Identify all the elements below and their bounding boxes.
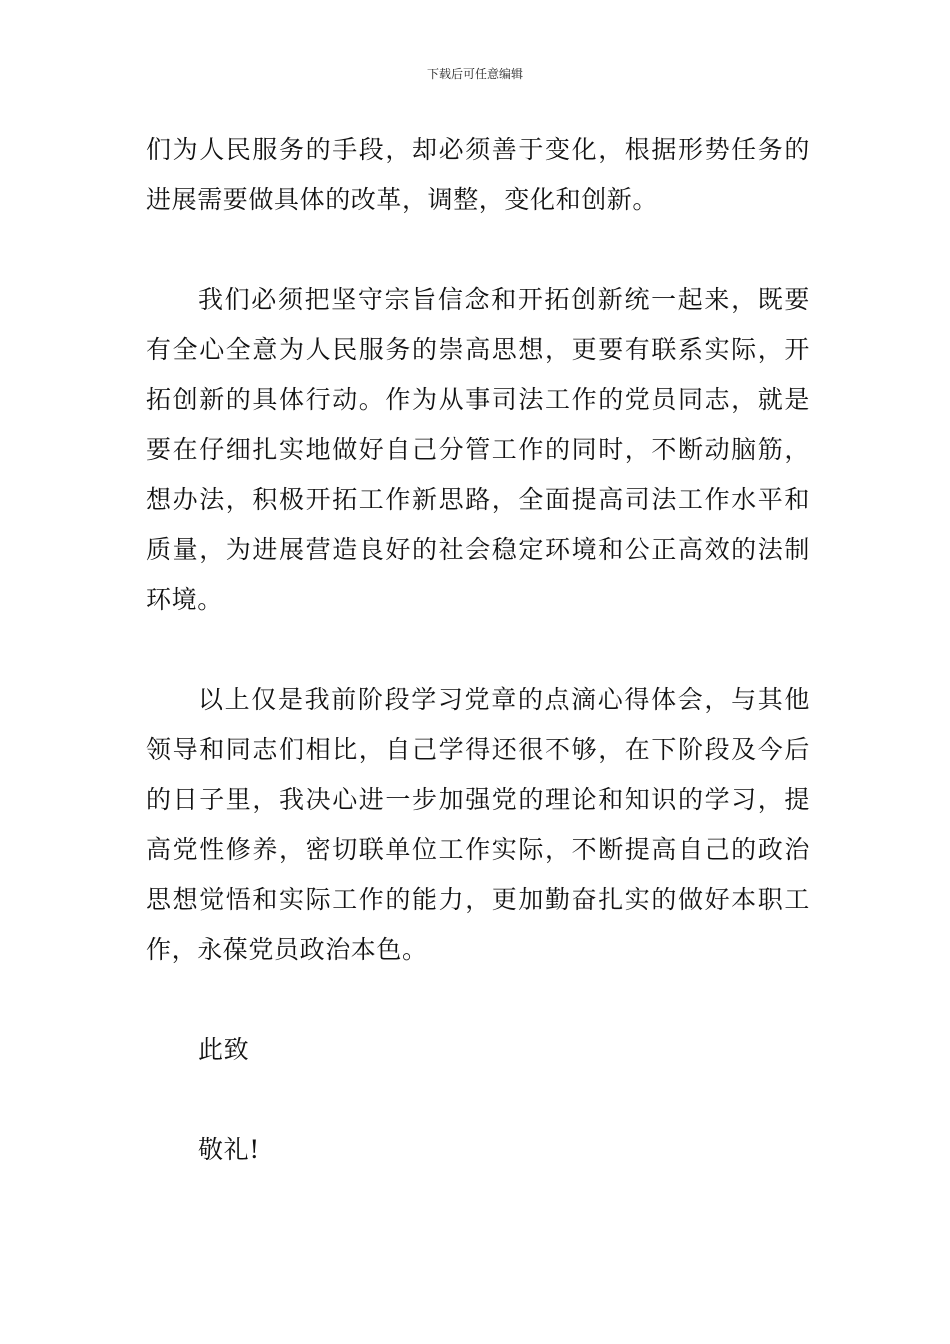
paragraph-gap <box>146 625 810 675</box>
closing-regards: 敬礼! <box>198 1135 260 1164</box>
paragraph-gap <box>146 225 810 275</box>
paragraph-2: 我们必须把坚守宗旨信念和开拓创新统一起来，既要有全心全意为人民服务的崇高思想，更要有联系实际，开拓创新的具体行动。作为从事司法工作的党员同志，就是要在仔细扎实地做好自己分管工作的同时，不断动脑筋，想办法，积极开拓工作新思路，全面提高司法工作水平和质量，为进展营造良好的社会稳定环境和公正高效的法制环境。 <box>146 285 810 614</box>
paragraph-3: 以上仅是我前阶段学习党章的点滴心得体会，与其他领导和同志们相比，自己学得还很不够，在下阶段及今后的日子里，我决心进一步加强党的理论和知识的学习，提高党性修养，密切联单位工作实际，不断提高自己的政治思想觉悟和实际工作的能力，更加勤奋扎实的做好本职工作，永葆党员政治本色。 <box>146 685 810 964</box>
page-header-note: 下载后可任意编辑 <box>426 67 523 81</box>
paragraph-gap <box>146 975 810 1025</box>
document-body <box>146 125 810 1175</box>
paragraph-gap <box>146 1075 810 1125</box>
paragraph-1: 们为人民服务的手段，却必须善于变化，根据形势任务的进展需要做具体的改革，调整，变化和创新。 <box>146 135 810 214</box>
closing-salutation: 此致 <box>198 1035 250 1064</box>
